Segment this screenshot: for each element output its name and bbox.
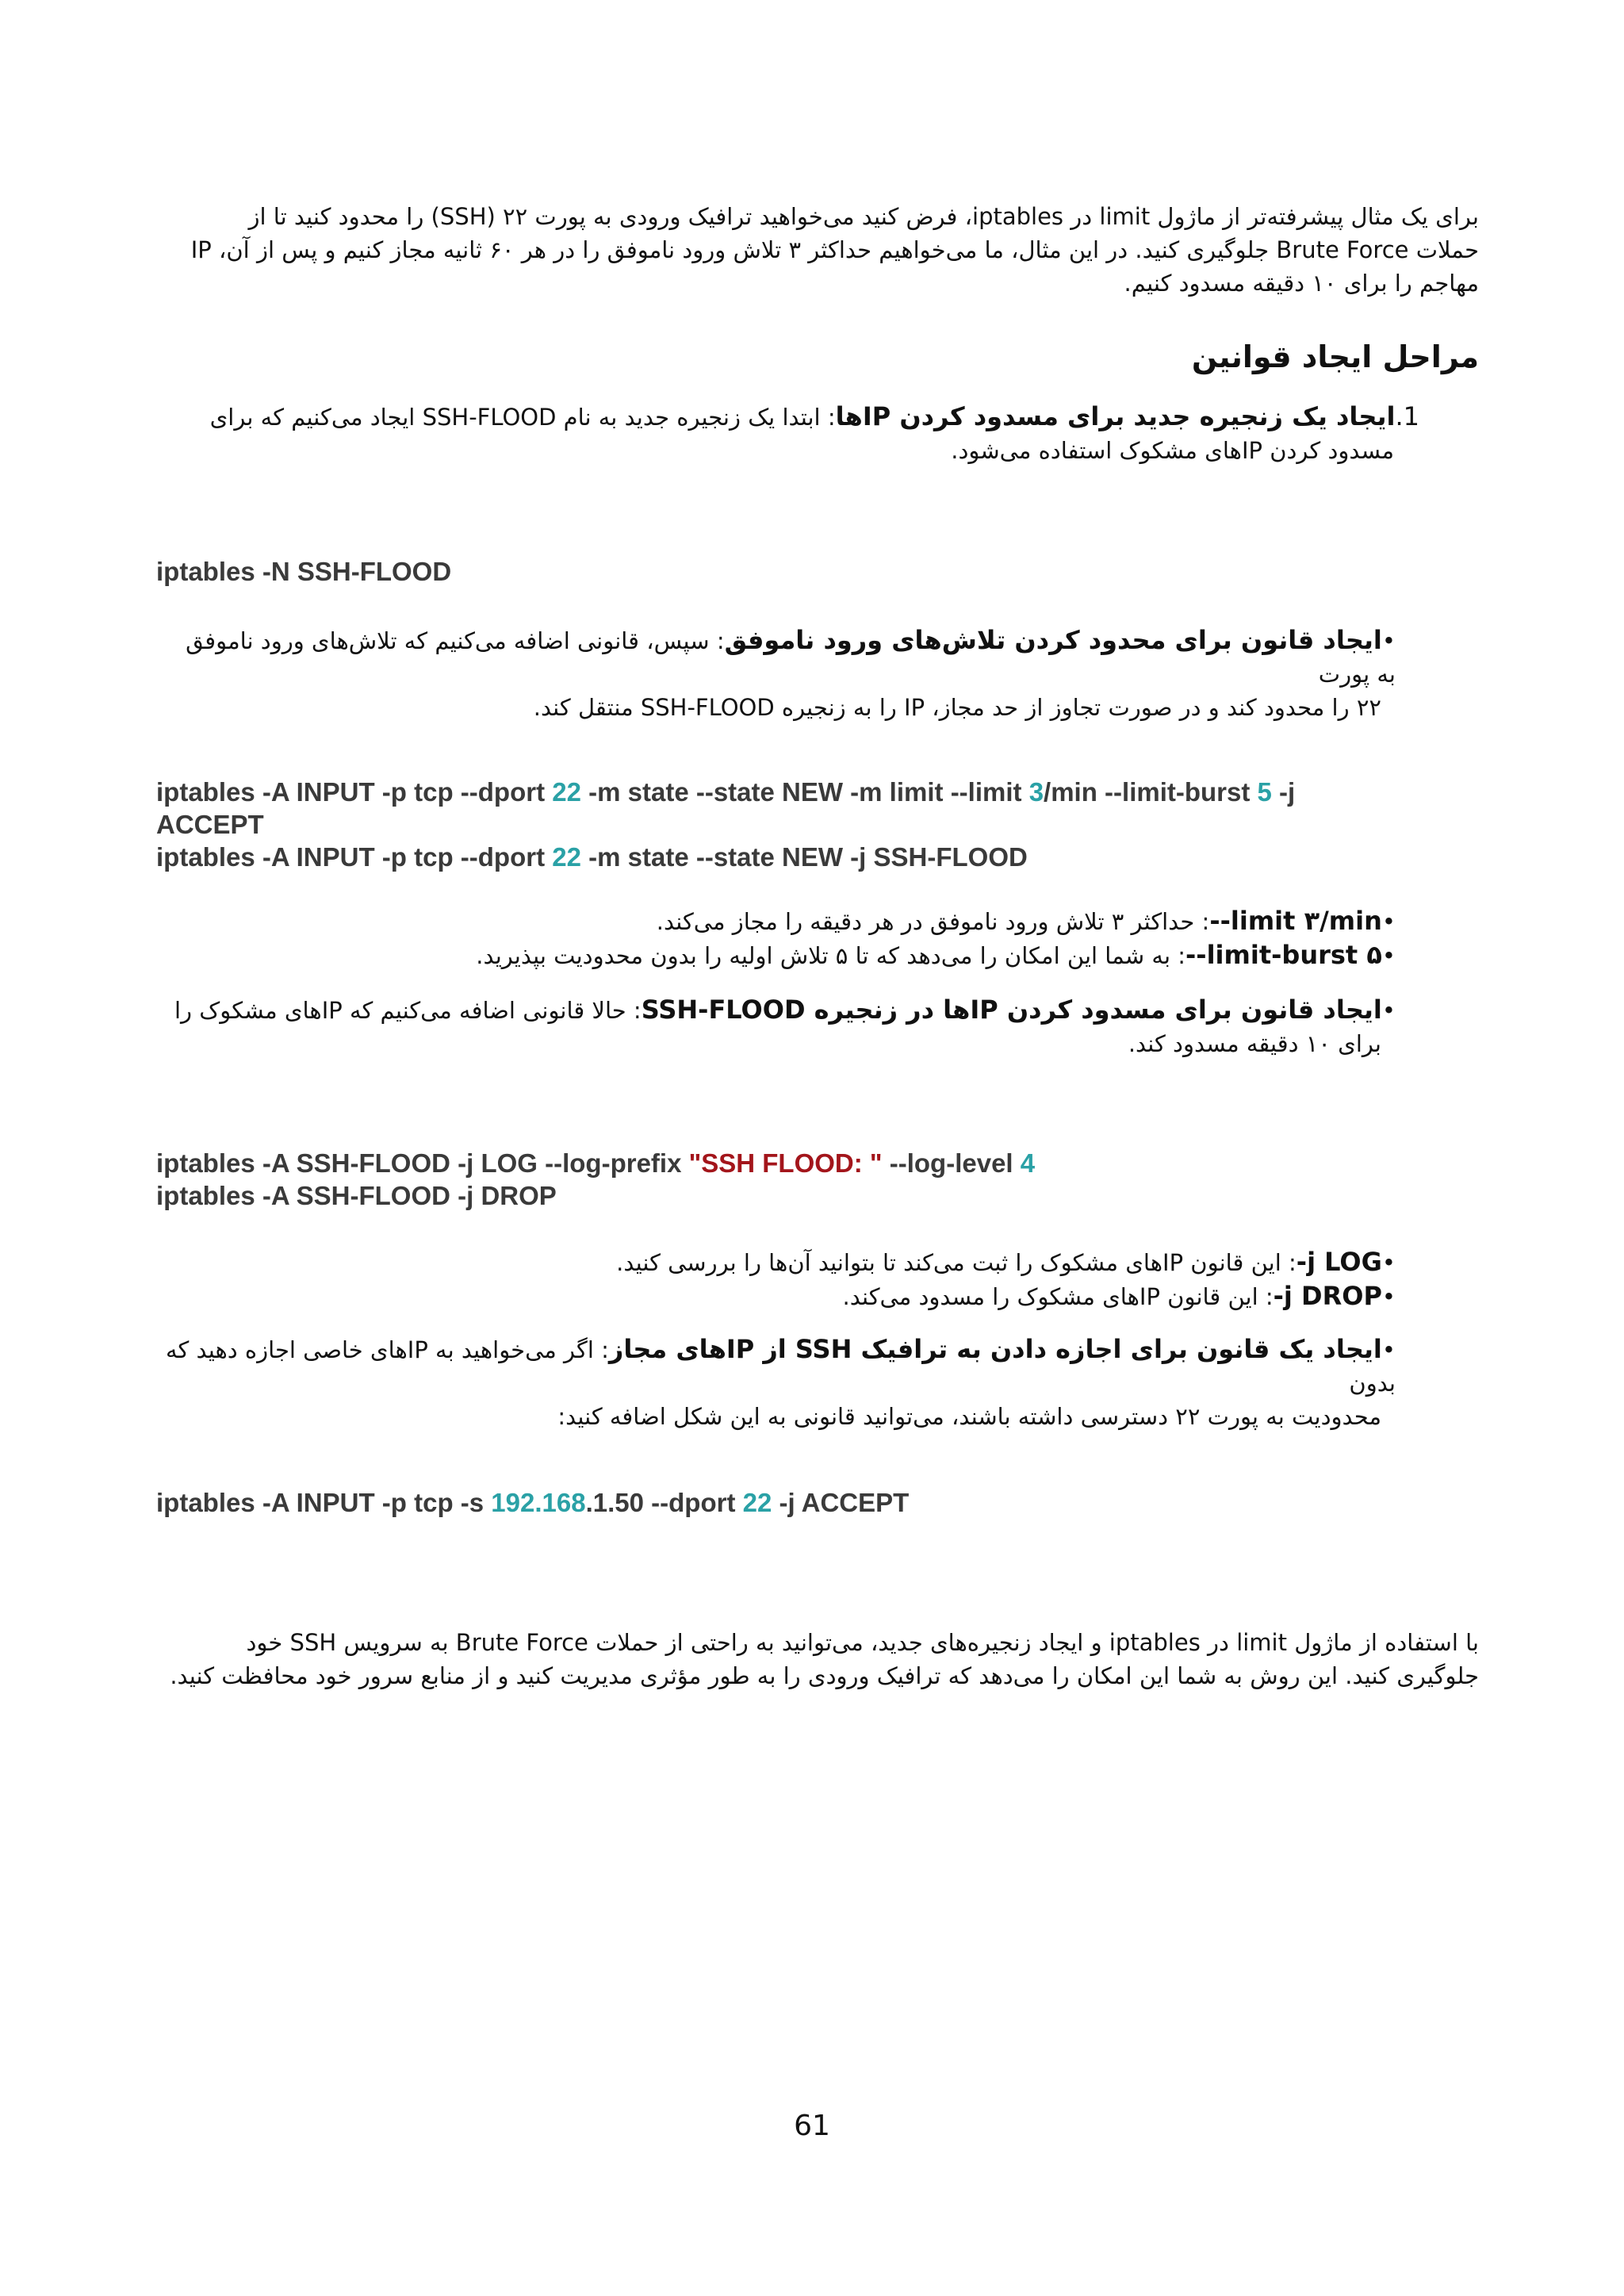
- code-text: /min --limit-burst: [1044, 777, 1258, 807]
- code-block-1: [156, 555, 451, 588]
- sub-bullet-log: [167, 1245, 1396, 1279]
- intro-paragraph: [155, 200, 1479, 300]
- page-number: 61: [794, 2110, 830, 2142]
- sub-bullet-limit-text: : حداکثر ۳ تلاش ورود ناموفق در هر دقیقه را مجاز می‌کند.: [656, 908, 1210, 935]
- bullet-icon: •: [1381, 908, 1396, 935]
- sub-bullet-list-2: [167, 1245, 1396, 1313]
- bullet-4-text: : اگر می‌خواهید به IPهای خاصی اجازه دهید که بدون: [165, 1336, 1396, 1397]
- code-text: -j: [1271, 777, 1296, 807]
- bullet-2-line-2: ۲۲ را محدود کند و در صورت تجاوز از حد مجاز، IP را به زنجیره SSH-FLOOD منتقل کند.: [533, 694, 1381, 721]
- code-number: 5: [1257, 777, 1272, 807]
- code-line: [156, 1486, 909, 1519]
- code-text: -j ACCEPT: [772, 1488, 910, 1517]
- sub-bullet-limit-burst-title: limit-burst ۵--: [1185, 940, 1382, 970]
- bullet-2: [167, 623, 1396, 724]
- conclusion-line-2: جلوگیری کنید. این روش به شما این امکان را می‌دهد که ترافیک ورودی را به طور مؤثری مدیریت کنید و از منابع سرور خود محافظت کنید.: [170, 1662, 1479, 1689]
- sub-bullet-list-1: [167, 904, 1396, 972]
- bullet-2-text: : سپس، قانونی اضافه می‌کنیم که تلاش‌های ورود ناموفق به پورت: [186, 627, 1396, 688]
- step-1-line-2: مسدود کردن IPهای مشکوک استفاده می‌شود.: [951, 437, 1394, 464]
- step-1-text: : ابتدا یک زنجیره جدید به نام SSH-FLOOD ایجاد می‌کنیم که برای: [209, 404, 836, 431]
- bullet-3-title: ایجاد قانون برای مسدود کردن IPها در زنجیره SSH-FLOOD: [641, 995, 1382, 1025]
- bullet-2-title: ایجاد قانون برای محدود کردن تلاش‌های ورود ناموفق: [724, 625, 1382, 655]
- sub-bullet-limit-burst-text: : به شما این امکان را می‌دهد که تا ۵ تلاش اولیه را بدون محدودیت بپذیرید.: [476, 942, 1186, 969]
- conclusion-line-1: با استفاده از ماژول limit در iptables و ایجاد زنجیره‌های جدید، می‌توانید به راحتی از حملات Brute Force به سرویس SSH خود: [246, 1629, 1479, 1656]
- sub-bullet-limit-title: limit ۳/min--: [1209, 906, 1382, 936]
- bullet-icon: •: [1381, 1249, 1396, 1276]
- sub-bullet-drop: [167, 1279, 1396, 1313]
- intro-line-3: مهاجم را برای ۱۰ دقیقه مسدود کنیم.: [1124, 270, 1479, 297]
- code-line: ACCEPT: [156, 810, 264, 839]
- sub-bullet-log-title: j LOG-: [1296, 1247, 1382, 1277]
- bullet-icon: •: [1381, 997, 1396, 1024]
- code-string: "SSH FLOOD: ": [688, 1148, 883, 1178]
- sub-bullet-drop-title: j DROP-: [1273, 1281, 1382, 1311]
- bullet-icon: •: [1381, 627, 1396, 654]
- step-1-line-1: [167, 400, 1419, 434]
- code-text: iptables -A SSH-FLOOD -j LOG --log-prefix: [156, 1148, 689, 1178]
- code-text: -m state --state NEW -j SSH-FLOOD: [580, 842, 1028, 872]
- code-text: iptables -A INPUT -p tcp --dport: [156, 777, 553, 807]
- code-text: -m state --state NEW -m limit --limit: [580, 777, 1029, 807]
- bullet-3-text: : حالا قانونی اضافه می‌کنیم که IPهای مشکوک را: [174, 997, 642, 1024]
- sub-bullet-drop-text: : این قانون IPهای مشکوک را مسدود می‌کند.: [842, 1283, 1274, 1310]
- bullet-4-line-2: محدودیت به پورت ۲۲ دسترسی داشته باشند، می‌توانید قانونی به این شکل اضافه کنید:: [557, 1403, 1381, 1430]
- code-line: iptables -A SSH-FLOOD -j DROP: [156, 1181, 557, 1210]
- code-line: [156, 776, 1295, 808]
- sub-bullet-limit: [167, 904, 1396, 938]
- code-number: 3: [1028, 777, 1044, 807]
- sub-bullet-log-text: : این قانون IPهای مشکوک را ثبت می‌کند تا بتوانید آن‌ها را بررسی کنید.: [616, 1249, 1297, 1276]
- code-number: 4: [1020, 1148, 1036, 1178]
- code-text: iptables -A INPUT -p tcp --dport: [156, 842, 553, 872]
- code-block-4: [156, 1486, 909, 1519]
- step-1: [167, 400, 1419, 467]
- intro-line-2: حملات Brute Force جلوگیری کنید. در این مثال، ما می‌خواهیم حداکثر ۳ تلاش ورود ناموفق را در هر ۶۰ ثانیه مجاز کنیم و پس از آن، IP: [190, 236, 1479, 263]
- code-number: 22: [552, 842, 581, 872]
- bullet-icon: •: [1381, 1283, 1396, 1310]
- bullet-3: [167, 993, 1396, 1060]
- bullet-4: [159, 1332, 1396, 1433]
- code-line: [156, 1147, 1035, 1179]
- step-1-title: ایجاد یک زنجیره جدید برای مسدود کردن IPها: [835, 401, 1396, 431]
- bullet-2-line-1: [167, 623, 1396, 691]
- bullet-4-line-1: [159, 1332, 1396, 1400]
- code-block-3: [156, 1147, 1035, 1212]
- code-number: 192.168: [491, 1488, 586, 1517]
- section-heading: مراحل ایجاد قوانین: [1191, 339, 1479, 374]
- code-text: iptables -A INPUT -p tcp -s: [156, 1488, 492, 1517]
- code-line: [156, 841, 1295, 873]
- code-block-2: [156, 776, 1295, 873]
- code-number: 22: [552, 777, 581, 807]
- step-1-number: 1.: [1395, 401, 1419, 431]
- code-text: --log-level: [882, 1148, 1021, 1178]
- bullet-icon: •: [1381, 1336, 1396, 1363]
- code-line: iptables -N SSH-FLOOD: [156, 557, 452, 586]
- bullet-icon: •: [1381, 942, 1396, 969]
- bullet-4-title: ایجاد یک قانون برای اجازه دادن به ترافیک SSH از IPهای مجاز: [608, 1334, 1382, 1364]
- code-number: 22: [742, 1488, 772, 1517]
- intro-line-1: برای یک مثال پیشرفته‌تر از ماژول limit در iptables، فرض کنید می‌خواهید ترافیک ورودی به پورت ۲۲ (SSH) را محدود کنید تا از: [248, 203, 1479, 230]
- conclusion-paragraph: [155, 1626, 1479, 1692]
- code-text: .1.50 --dport: [585, 1488, 743, 1517]
- sub-bullet-limit-burst: [167, 938, 1396, 972]
- bullet-3-line-2: برای ۱۰ دقیقه مسدود کند.: [1128, 1030, 1381, 1057]
- bullet-3-line-1: [167, 993, 1396, 1027]
